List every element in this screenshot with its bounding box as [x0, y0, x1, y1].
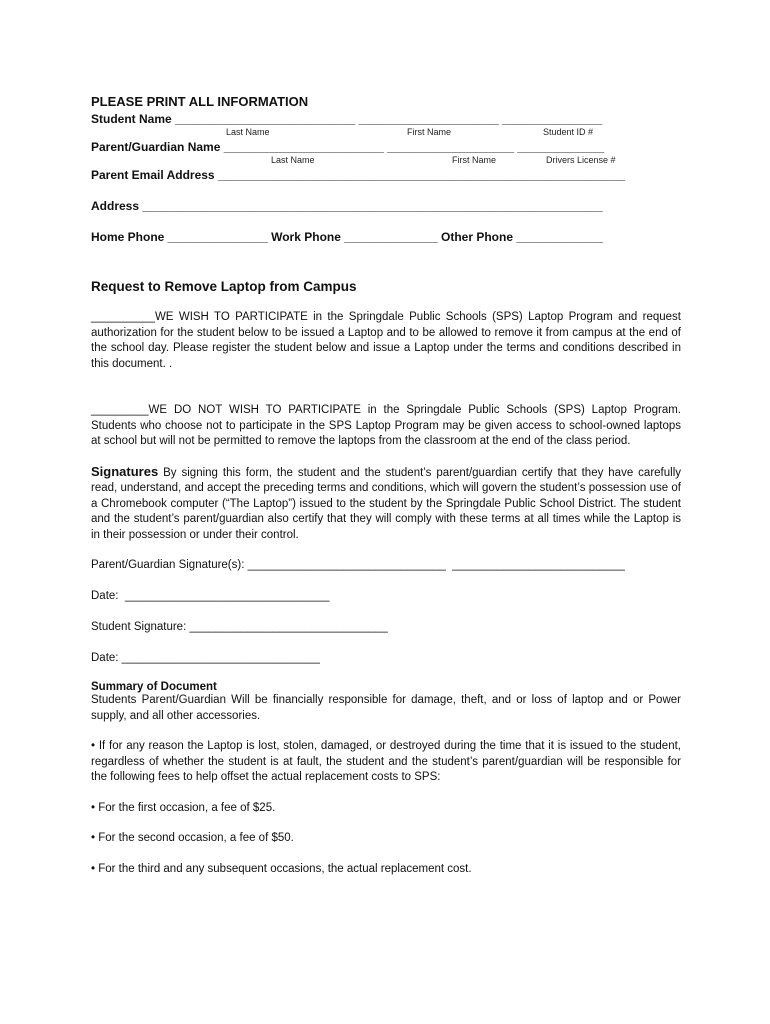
page-title: PLEASE PRINT ALL INFORMATION: [91, 94, 309, 109]
drivers-license-label: Drivers License #: [546, 155, 616, 165]
request-section-title: Request to Remove Laptop from Campus: [91, 279, 357, 294]
date-field-2[interactable]: Date: _______________________________: [91, 652, 320, 664]
student-name-field[interactable]: Student Name ___________________________ _____________________ _______________: [91, 112, 603, 126]
guardian-signature-field[interactable]: Parent/Guardian Signature(s): _______________________________ ___________________________: [91, 559, 625, 571]
summary-intro: Students Parent/Guardian Will be financially responsible for damage, theft, and or loss of laptop and or Power supply, and all other accessories.: [91, 694, 681, 722]
guardian-name-sublabels: [91, 154, 681, 168]
student-name-sublabels: [91, 126, 681, 140]
not-participate-option[interactable]: _________WE DO NOT WISH TO PARTICIPATE in the Springdale Public Schools (SPS) Laptop Program. Students who choose not to participate in the SPS Laptop Program may be given access to school-owned laptops at school but will not be permitted to remove the laptops from the classroom at the end of the class period.: [91, 404, 681, 447]
summary-bullet-2: • For the first occasion, a fee of $25.: [91, 801, 276, 814]
address-field[interactable]: Address _____________________________________________________________________: [91, 199, 603, 213]
student-signature-field[interactable]: Student Signature: _______________________________: [91, 621, 388, 633]
form-page: [91, 94, 681, 877]
signatures-paragraph: [91, 464, 681, 544]
phone-fields[interactable]: Home Phone _______________ Work Phone ______________ Other Phone _____________: [91, 230, 604, 244]
guardian-first-name-label: First Name: [452, 155, 497, 165]
participate-option[interactable]: __________WE WISH TO PARTICIPATE in the Springdale Public Schools (SPS) Laptop Program and request authorization for the student below to be issued a Laptop and to be allowed to remove it from campus at the end of the school day. Please register the student below and issue a Laptop under the terms and conditions described in this document. .: [91, 311, 681, 370]
guardian-name-field[interactable]: Parent/Guardian Name ________________________ ___________________ _____________: [91, 140, 605, 154]
summary-title: Summary of Document: [91, 681, 217, 693]
summary-bullet-3: • For the second occasion, a fee of $50.: [91, 832, 294, 844]
signatures-text: By signing this form, the student and the student’s parent/guardian certify that they have carefully read, understand, and accept the preceding terms and conditions, which will govern the student’s possession use of a Chromebook computer (“The Laptop”) issued to the student by the Springdale Public School District. The student and the student’s parent/guardian also certify that they will comply with these terms at all times while the Laptop is in their possession or under their control.: [91, 466, 681, 541]
summary-bullet-4: • For the third and any subsequent occasions, the actual replacement cost.: [91, 862, 472, 875]
date-field-1[interactable]: Date: ________________________________: [91, 590, 330, 602]
summary-bullet-1: • If for any reason the Laptop is lost, stolen, damaged, or destroyed during the time that it is issued to the student, regardless of whether the student is at fault, the student and the student’s parent/guardian will be responsible for the following fees to help offset the actual replacement costs to SPS:: [91, 740, 681, 783]
parent-email-field[interactable]: Parent Email Address _____________________________________________________________: [91, 168, 626, 182]
guardian-last-name-label: Last Name: [271, 155, 315, 165]
student-id-label: Student ID #: [543, 127, 594, 137]
signatures-heading: Signatures: [91, 463, 159, 479]
student-first-name-label: First Name: [407, 127, 452, 137]
student-last-name-label: Last Name: [226, 127, 270, 137]
